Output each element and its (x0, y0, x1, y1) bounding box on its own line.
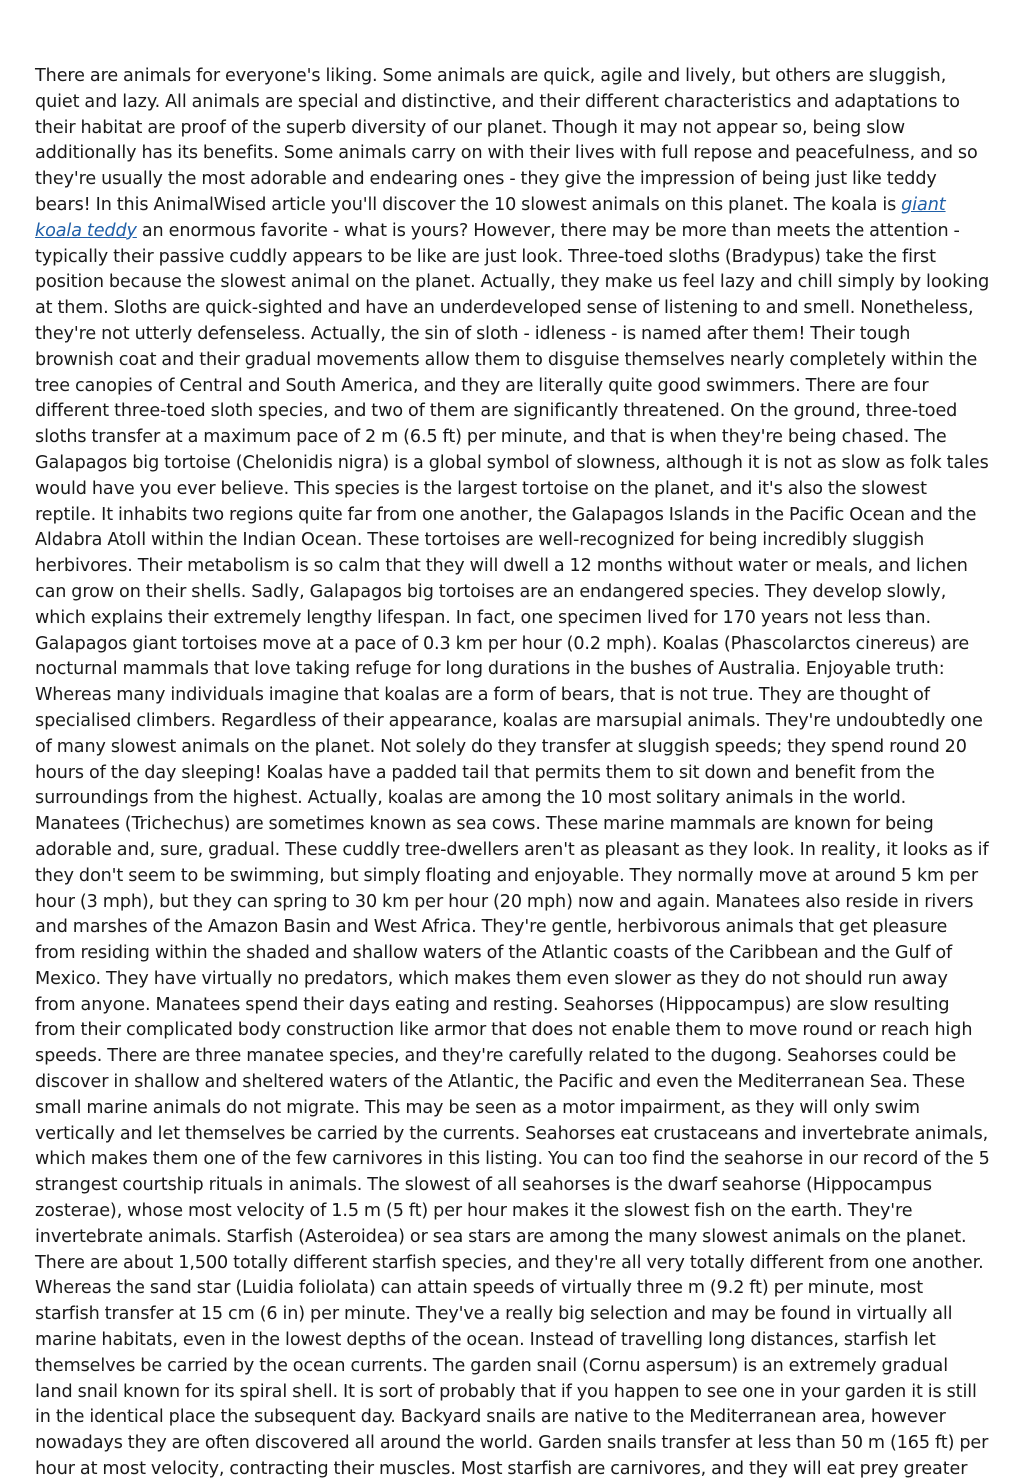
giant-koala-teddy-link[interactable]: giant koala teddy (35, 194, 946, 241)
paragraph-text-after-link: an enormous favorite - what is yours? However, there may be more than meets the attention - typically their passive cuddly appears to be like are just look. Three-toed sloths (Bradypus) take the first position because the slowest animal on the planet. Actually, they make us feel lazy and chill simply by looking at them. Sloths are quick-sighted and have an underdeveloped sense of listening to and smell. Nonetheless, they're not utterly defenseless. Actually, the sin of sloth - idleness - is named after them! Their tough brownish coat and their gradual movements allow them to disguise themselves nearly completely within the tree canopies of Central and South America, and they are literally quite good swimmers. There are four different three-toed sloth species, and two of them are significantly threatened. On the ground, three-toed sloths transfer at a maximum pace of 2 m (6.5 ft) per minute, and that is when they're being chased. The Galapagos big tortoise (Chelonidis nigra) is a global symbol of slowness, although it is not as slow as folk tales would have you ever believe. This species is the largest tortoise on the planet, and it's also the slowest reptile. It inhabits two regions quite far from one another, the Galapagos Islands in the Pacific Ocean and the Aldabra Atoll within the Indian Ocean. These tortoises are well-recognized for being incredibly sluggish herbivores. Their metabolism is so calm that they will dwell a 12 months without water or meals, and lichen can grow on their shells. Sadly, Galapagos big tortoises are an endangered species. They develop slowly, which explains their extremely lengthy lifespan. In fact, one specimen lived for 170 years not less than. Galapagos giant tortoises move at a pace of 0.3 km per hour (0.2 mph). Koalas (Phascolarctos cinereus) are nocturnal mammals that love taking refuge for long durations in the bushes of Australia. Enjoyable truth: Whereas many individuals imagine that koalas are a form of bears, that is not true. They are thought of specialised climbers. Regardless of their appearance, koalas are marsupial animals. They're undoubtedly one of many slowest animals on the planet. Not solely do they transfer at sluggish speeds; they spend round 20 hours of the day sleeping! Koalas have a padded tail that permits them to sit down and benefit from the surroundings from the highest. Actually, koalas are among the 10 most solitary animals in the world. Manatees (Trichechus) are sometimes known as sea cows. These marine mammals are known for being adorable and, sure, gradual. These cuddly tree-dwellers aren't as pleasant as they look. In reality, it looks as if they don't seem to be swimming, but simply floating and enjoyable. They normally move at around 5 km per hour (3 mph), but they can spring to 30 km per hour (20 mph) now and again. Manatees also reside in rivers and marshes of the Amazon Basin and West Africa. They're gentle, herbivorous animals that get pleasure from residing within the shaded and shallow waters of the Atlantic coasts of the Caribbean and the Gulf of Mexico. They have virtually no predators, which makes them even slower as they do not should run away from anyone. Manatees spend their days eating and resting. Seahorses (Hippocampus) are slow resulting from their complicated body construction like armor that does not enable them to move round or reach high speeds. There are three manatee species, and they're carefully related to the dugong. Seahorses could be discover in shallow and sheltered waters of the Atlantic, the Pacific and even the Mediterranean Sea. These small marine animals do not migrate. This may be seen as a motor impairment, as they will only swim vertically and let themselves be carried by the currents. Seahorses eat crustaceans and invertebrate animals, which makes them one of the few carnivores in this listing. You can too find the seahorse in our record of the 5 strangest courtship rituals in animals. The slowest of all seahorses is the dwarf seahorse (Hippocampus zosterae), whose most velocity of 1.5 m (5 ft) per hour makes it the slowest fish on the earth. They're invertebrate animals. Starfish (Asteroidea) or sea stars are among the many slowest animals on the planet. There are about 1,500 totally different starfish species, and they're all very totally different from one another. Whereas the sand star (Luidia foliolata) can attain speeds of virtually three m (9.2 ft) per minute, most starfish transfer at 15 cm (6 in) per minute. They've a really big selection and may be found in virtually all marine habitats, even in the lowest depths of the ocean. Instead of travelling long distances, starfish let themselves be carried by the ocean currents. The garden snail (Cornu aspersum) is an extremely gradual land snail known for its spiral shell. It is sort of probably that if you happen to see one in your garden it is still in the identical place the subsequent day. Backyard snails are native to the Mediterranean area, however nowadays they are often discovered all around the world. Garden snails transfer at less than 50 m (165 ft) per hour at most velocity, contracting their muscles. Most starfish are carnivores, and they will eat prey greater (35, 220, 990, 1480)
paragraph-text-before-link: There are animals for everyone's liking. Some animals are quick, agile and lively, but others are sluggish, quiet and lazy. All animals are special and distinctive, and their different characteristics and adaptations to their habitat are proof of the superb diversity of our planet. Though it may not appear so, being slow additionally has its benefits. Some animals carry on with their lives with full repose and peacefulness, and so they're usually the most adorable and endearing ones - they give the impression of being just like teddy bears! In this AnimalWised article you'll discover the 10 slowest animals on this planet. The koala is (35, 66, 978, 215)
document-page (35, 64, 990, 1483)
article-paragraph (35, 64, 990, 1483)
